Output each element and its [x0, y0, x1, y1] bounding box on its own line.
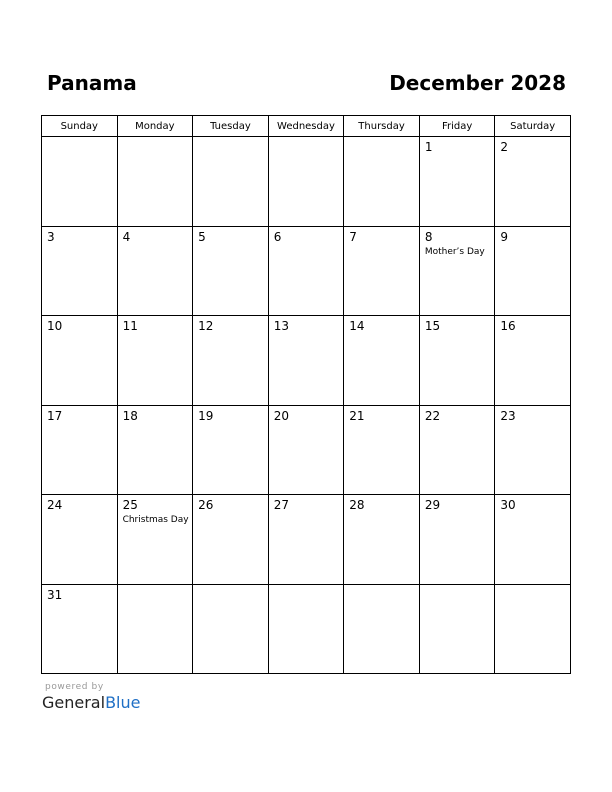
day-number: 10 [47, 319, 63, 333]
day-number [344, 585, 419, 589]
day-number: 5 [198, 229, 206, 244]
day-cell [193, 584, 269, 674]
day-number [495, 585, 570, 589]
day-cell [193, 495, 269, 585]
day-cell [117, 495, 193, 585]
day-cell [419, 405, 495, 495]
day-cell [268, 137, 344, 227]
day-number: 2 [500, 140, 509, 154]
day-number: 26 [198, 498, 214, 512]
day-number: 13 [273, 319, 289, 333]
day-cell [268, 405, 344, 495]
day-cell [419, 137, 495, 227]
day-cell [117, 137, 193, 227]
day-number: 3 [47, 229, 55, 244]
day-cell [419, 226, 495, 316]
generalblue-logo[interactable] [42, 693, 140, 712]
day-number: 22 [424, 408, 441, 423]
day-cell [42, 405, 118, 495]
day-cell [42, 316, 118, 406]
powered-by-text: powered by [45, 682, 104, 692]
day-cell [268, 495, 344, 585]
day-cell [344, 495, 420, 585]
weekday-header: Friday [419, 116, 495, 137]
day-number: 12 [198, 319, 214, 333]
day-number: 15 [424, 319, 441, 333]
day-number: 19 [198, 408, 214, 423]
day-cell [117, 226, 193, 316]
day-number: 18 [122, 408, 138, 423]
day-number [344, 137, 419, 141]
day-number: 7 [349, 229, 357, 244]
day-cell [495, 226, 571, 316]
day-number: 9 [500, 229, 509, 244]
day-cell [495, 137, 571, 227]
day-number [269, 585, 344, 589]
day-cell [193, 405, 269, 495]
week-row [42, 226, 571, 316]
day-cell [42, 137, 118, 227]
day-cell [117, 316, 193, 406]
day-number: 31 [47, 587, 63, 602]
day-number: 24 [47, 498, 63, 512]
weekday-header: Monday [117, 116, 193, 137]
day-cell [495, 316, 571, 406]
day-cell [193, 226, 269, 316]
week-row [42, 584, 571, 674]
calendar-grid [41, 115, 571, 674]
day-cell [268, 226, 344, 316]
day-cell [344, 226, 420, 316]
day-number: 8 [424, 229, 433, 244]
day-cell [419, 584, 495, 674]
weekday-header: Saturday [495, 116, 571, 137]
weekday-header: Wednesday [268, 116, 344, 137]
day-number: 23 [500, 408, 516, 423]
day-cell [268, 316, 344, 406]
day-number: 20 [273, 408, 289, 423]
day-cell [193, 137, 269, 227]
day-cell [344, 405, 420, 495]
week-row [42, 137, 571, 227]
holiday-label: Christmas Day [122, 515, 189, 525]
day-cell [193, 316, 269, 406]
day-number: 11 [122, 319, 138, 333]
day-cell [344, 316, 420, 406]
week-row [42, 495, 571, 585]
day-number: 28 [349, 498, 365, 512]
brand-general-text: General [42, 693, 106, 712]
day-cell [419, 495, 495, 585]
day-number [420, 585, 495, 589]
day-cell [495, 495, 571, 585]
day-number: 4 [122, 229, 131, 244]
day-cell [268, 584, 344, 674]
day-number: 1 [424, 140, 433, 154]
week-row [42, 316, 571, 406]
day-number [269, 137, 344, 141]
day-number: 14 [349, 319, 365, 333]
day-number: 25 [122, 498, 138, 512]
weekday-header: Tuesday [193, 116, 269, 137]
day-cell [344, 584, 420, 674]
day-number [193, 137, 268, 141]
day-number: 16 [500, 319, 516, 333]
day-cell [42, 226, 118, 316]
day-cell [42, 495, 118, 585]
weekday-header-row [42, 116, 571, 137]
day-number: 27 [273, 498, 289, 512]
day-cell [495, 405, 571, 495]
weekday-header: Thursday [344, 116, 420, 137]
month-year-title: December 2028 [389, 71, 566, 95]
day-number [42, 137, 117, 141]
day-number: 29 [424, 498, 441, 512]
day-number: 17 [47, 408, 63, 423]
day-number [118, 585, 193, 589]
day-number [193, 585, 268, 589]
day-cell [42, 584, 118, 674]
country-title: Panama [47, 71, 137, 95]
day-cell [344, 137, 420, 227]
day-number: 21 [349, 408, 365, 423]
day-number [118, 137, 193, 141]
day-cell [117, 584, 193, 674]
day-number: 6 [273, 229, 282, 244]
week-row [42, 405, 571, 495]
weekday-header: Sunday [42, 116, 118, 137]
brand-blue-text: Blue [105, 693, 141, 712]
day-cell [117, 405, 193, 495]
day-cell [495, 584, 571, 674]
day-number: 30 [500, 498, 516, 512]
day-cell [419, 316, 495, 406]
holiday-label: Mother’s Day [424, 246, 485, 257]
